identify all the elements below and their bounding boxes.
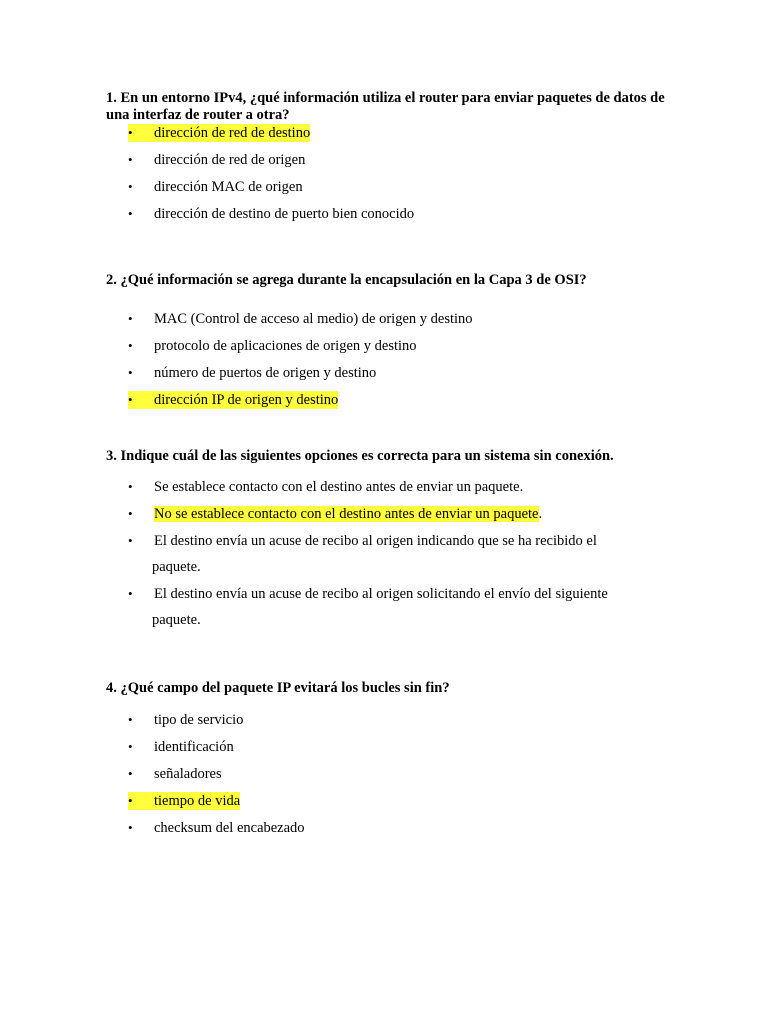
option-text: dirección de destino de puerto bien conocido [154, 206, 415, 222]
bullet-icon: • [128, 152, 133, 167]
bullet-icon: • [128, 311, 133, 326]
option-text: Se establece contacto con el destino antes de enviar un paquete. [154, 479, 524, 495]
q1-option-2 [128, 151, 305, 169]
q3-option-4-continuation: paquete. [152, 612, 201, 628]
q1-option-3 [128, 178, 303, 196]
q2-option-1 [128, 310, 473, 328]
q4-option-3 [128, 765, 222, 783]
option-text: protocolo de aplicaciones de origen y destino [154, 338, 417, 354]
option-text: dirección de red de origen [154, 152, 306, 168]
q4-option-5 [128, 819, 305, 837]
option-suffix: . [538, 506, 543, 522]
option-text: número de puertos de origen y destino [154, 365, 377, 381]
bullet-icon: • [128, 586, 133, 601]
option-text: tiempo de vida [154, 793, 241, 809]
bullet-icon: • [128, 125, 133, 140]
q2-option-2 [128, 337, 417, 355]
option-text: El destino envía un acuse de recibo al origen solicitando el envío del siguiente [154, 586, 608, 602]
q3-option-3 [128, 532, 597, 550]
q4-option-4 [128, 792, 240, 810]
q3-option-2 [128, 505, 542, 523]
q1-option-4 [128, 205, 414, 223]
bullet-icon: • [128, 793, 133, 808]
bullet-icon: • [128, 506, 133, 521]
option-text: MAC (Control de acceso al medio) de origen y destino [154, 311, 473, 327]
bullet-icon: • [128, 179, 133, 194]
option-text: dirección MAC de origen [154, 179, 303, 195]
option-text: dirección IP de origen y destino [154, 392, 339, 408]
q4-option-2 [128, 738, 234, 756]
option-text: identificación [154, 739, 234, 755]
option-text: checksum del encabezado [154, 820, 305, 836]
bullet-icon: • [128, 739, 133, 754]
option-text: dirección de red de destino [154, 125, 311, 141]
option-text: No se establece contacto con el destino antes de enviar un paquete [154, 506, 539, 522]
bullet-icon: • [128, 206, 133, 221]
q3-option-3-continuation: paquete. [152, 559, 201, 575]
bullet-icon: • [128, 365, 133, 380]
bullet-icon: • [128, 338, 133, 353]
q2-option-4 [128, 391, 338, 409]
question-3-title: 3. Indique cuál de las siguientes opciones es correcta para un sistema sin conexión. [106, 448, 614, 464]
option-text: señaladores [154, 766, 222, 782]
bullet-icon: • [128, 533, 133, 548]
question-1-title: 1. En un entorno IPv4, ¿qué información utiliza el router para enviar paquetes de datos de una interfaz de router a otra? [106, 90, 665, 123]
bullet-icon: • [128, 479, 133, 494]
q1-option-1 [128, 124, 310, 142]
q3-option-4 [128, 585, 608, 603]
q2-option-3 [128, 364, 376, 382]
option-text: tipo de servicio [154, 712, 244, 728]
option-text: El destino envía un acuse de recibo al origen indicando que se ha recibido el [154, 533, 597, 549]
bullet-icon: • [128, 392, 133, 407]
bullet-icon: • [128, 712, 133, 727]
bullet-icon: • [128, 820, 133, 835]
question-4-title: 4. ¿Qué campo del paquete IP evitará los bucles sin fin? [106, 680, 450, 696]
question-2-title: 2. ¿Qué información se agrega durante la encapsulación en la Capa 3 de OSI? [106, 272, 587, 288]
bullet-icon: • [128, 766, 133, 781]
q3-option-1 [128, 478, 523, 496]
q4-option-1 [128, 711, 243, 729]
